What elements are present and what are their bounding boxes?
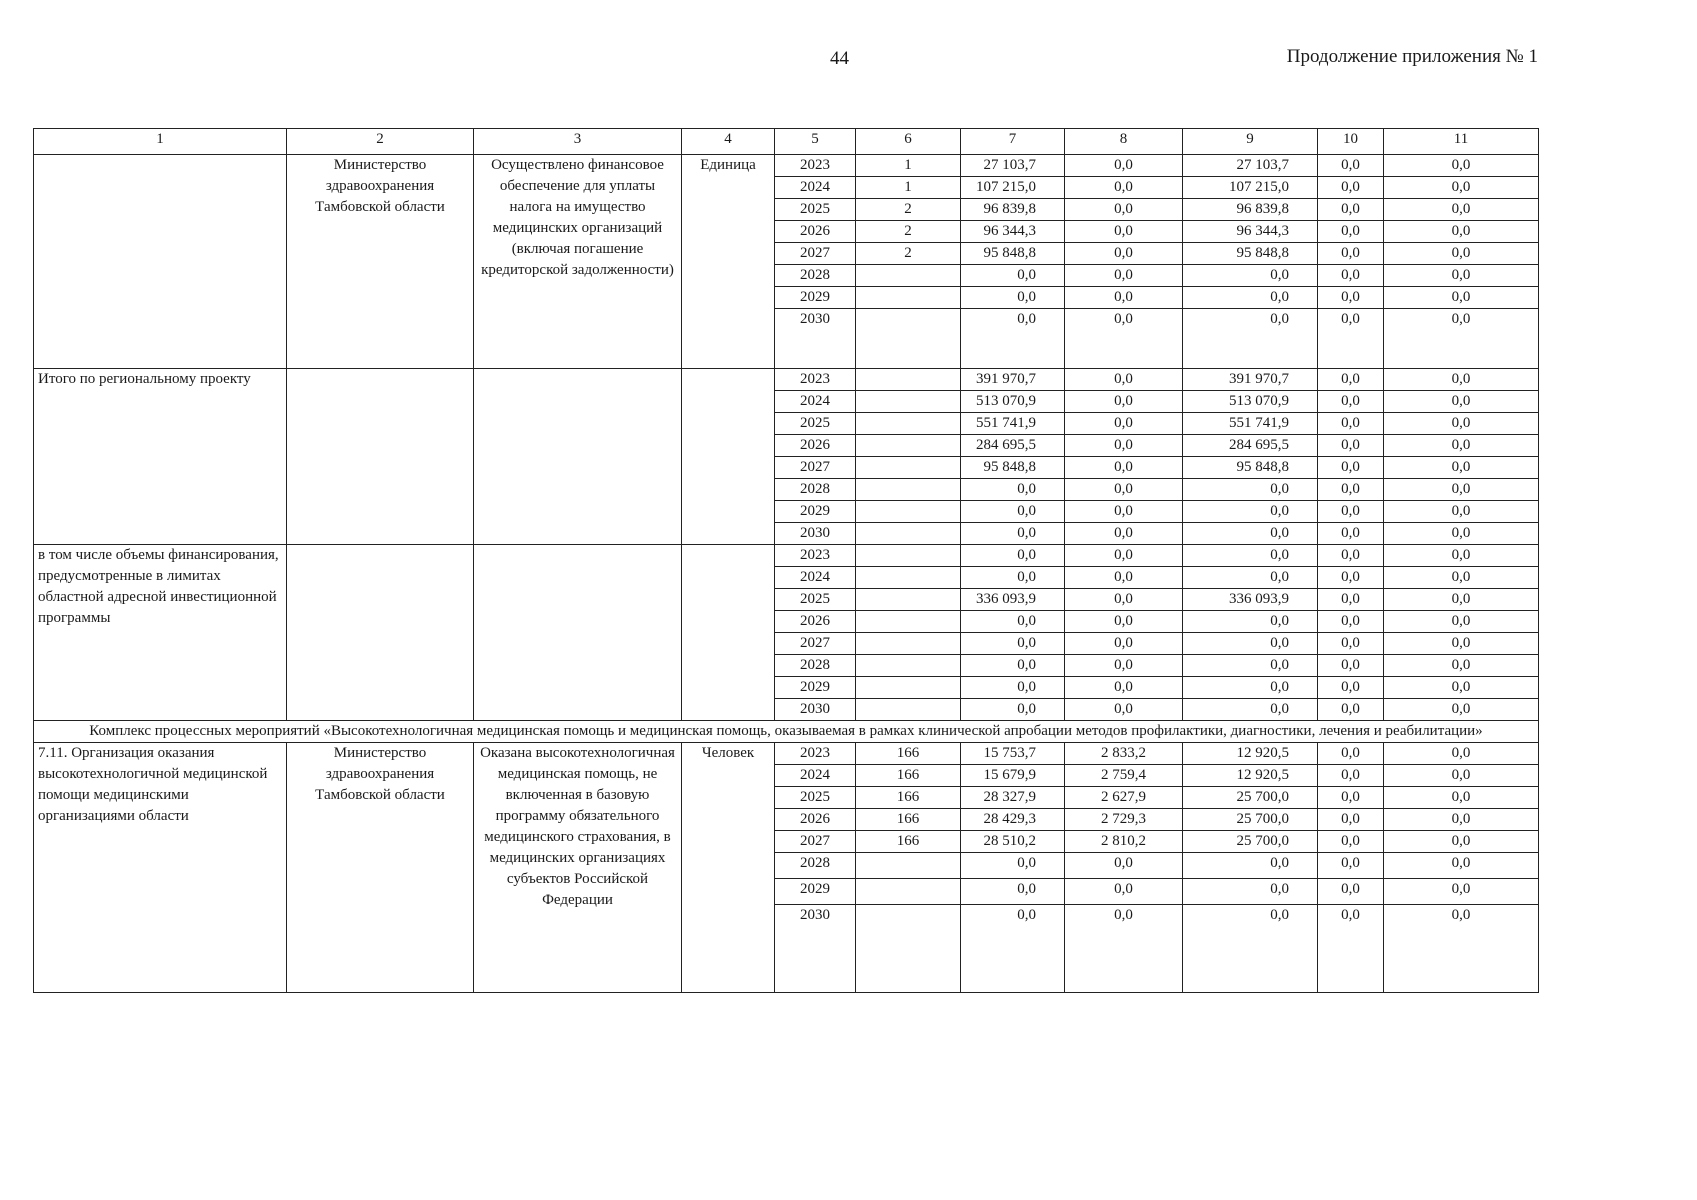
column-number: 5 <box>775 129 856 155</box>
year-cell: 2024 <box>775 567 856 589</box>
row-label: 7.11. Организация оказания высокотехнологичной медицинской помощи медицинскими организациями области <box>34 743 287 993</box>
year-cell: 2024 <box>775 765 856 787</box>
column-number: 1 <box>34 129 287 155</box>
local-budget: 0,0 <box>1318 831 1384 853</box>
year-cell: 2025 <box>775 589 856 611</box>
local-budget: 0,0 <box>1318 809 1384 831</box>
extra-budgetary: 0,0 <box>1384 879 1539 905</box>
federal-budget: 2 729,3 <box>1065 809 1183 831</box>
local-budget: 0,0 <box>1318 589 1384 611</box>
total-amount: 0,0 <box>961 479 1065 501</box>
year-cell: 2026 <box>775 221 856 243</box>
extra-budgetary: 0,0 <box>1384 677 1539 699</box>
regional-budget: 0,0 <box>1183 309 1318 369</box>
total-amount: 0,0 <box>961 655 1065 677</box>
total-amount: 27 103,7 <box>961 155 1065 177</box>
federal-budget: 0,0 <box>1065 243 1183 265</box>
extra-budgetary: 0,0 <box>1384 457 1539 479</box>
regional-budget: 0,0 <box>1183 853 1318 879</box>
result-description <box>474 545 682 721</box>
federal-budget: 2 627,9 <box>1065 787 1183 809</box>
year-cell: 2025 <box>775 787 856 809</box>
total-amount: 336 093,9 <box>961 589 1065 611</box>
total-amount: 96 839,8 <box>961 199 1065 221</box>
local-budget: 0,0 <box>1318 765 1384 787</box>
column-number: 3 <box>474 129 682 155</box>
regional-budget: 0,0 <box>1183 699 1318 721</box>
local-budget: 0,0 <box>1318 853 1384 879</box>
extra-budgetary: 0,0 <box>1384 243 1539 265</box>
regional-budget: 0,0 <box>1183 611 1318 633</box>
regional-budget: 107 215,0 <box>1183 177 1318 199</box>
local-budget: 0,0 <box>1318 369 1384 391</box>
year-cell: 2029 <box>775 677 856 699</box>
indicator-value <box>856 677 961 699</box>
federal-budget: 0,0 <box>1065 287 1183 309</box>
financing-table <box>33 128 1539 993</box>
indicator-value <box>856 853 961 879</box>
year-cell: 2029 <box>775 287 856 309</box>
extra-budgetary: 0,0 <box>1384 853 1539 879</box>
indicator-value <box>856 287 961 309</box>
local-budget: 0,0 <box>1318 391 1384 413</box>
responsible-executor <box>287 369 474 545</box>
column-number: 4 <box>682 129 775 155</box>
block-regional-total <box>34 369 1539 545</box>
regional-budget: 0,0 <box>1183 287 1318 309</box>
indicator-value <box>856 589 961 611</box>
extra-budgetary: 0,0 <box>1384 369 1539 391</box>
regional-budget: 0,0 <box>1183 677 1318 699</box>
row-label: в том числе объемы финансирования, предусмотренные в лимитах областной адресной инвестиционной программы <box>34 545 287 721</box>
indicator-value <box>856 879 961 905</box>
year-cell: 2030 <box>775 309 856 369</box>
indicator-value: 2 <box>856 199 961 221</box>
year-cell: 2030 <box>775 699 856 721</box>
local-budget: 0,0 <box>1318 545 1384 567</box>
federal-budget: 0,0 <box>1065 655 1183 677</box>
federal-budget: 0,0 <box>1065 265 1183 287</box>
extra-budgetary: 0,0 <box>1384 655 1539 677</box>
year-cell: 2029 <box>775 501 856 523</box>
federal-budget: 0,0 <box>1065 435 1183 457</box>
year-cell: 2023 <box>775 155 856 177</box>
federal-budget: 0,0 <box>1065 545 1183 567</box>
federal-budget: 0,0 <box>1065 177 1183 199</box>
year-cell: 2030 <box>775 905 856 993</box>
total-amount: 513 070,9 <box>961 391 1065 413</box>
column-number: 9 <box>1183 129 1318 155</box>
local-budget: 0,0 <box>1318 243 1384 265</box>
regional-budget: 96 344,3 <box>1183 221 1318 243</box>
regional-budget: 25 700,0 <box>1183 831 1318 853</box>
local-budget: 0,0 <box>1318 221 1384 243</box>
federal-budget: 0,0 <box>1065 479 1183 501</box>
local-budget: 0,0 <box>1318 265 1384 287</box>
indicator-value: 166 <box>856 765 961 787</box>
table-row <box>34 545 1539 567</box>
local-budget: 0,0 <box>1318 699 1384 721</box>
total-amount: 0,0 <box>961 699 1065 721</box>
column-number: 7 <box>961 129 1065 155</box>
extra-budgetary: 0,0 <box>1384 391 1539 413</box>
responsible-executor: Министерство здравоохранения Тамбовской области <box>287 155 474 369</box>
responsible-executor: Министерство здравоохранения Тамбовской области <box>287 743 474 993</box>
regional-budget: 0,0 <box>1183 905 1318 993</box>
local-budget: 0,0 <box>1318 457 1384 479</box>
regional-budget: 12 920,5 <box>1183 765 1318 787</box>
extra-budgetary: 0,0 <box>1384 831 1539 853</box>
total-amount: 15 753,7 <box>961 743 1065 765</box>
total-amount: 0,0 <box>961 265 1065 287</box>
column-number: 6 <box>856 129 961 155</box>
federal-budget: 0,0 <box>1065 221 1183 243</box>
year-cell: 2028 <box>775 265 856 287</box>
row-label: Итого по региональному проекту <box>34 369 287 545</box>
federal-budget: 0,0 <box>1065 199 1183 221</box>
federal-budget: 0,0 <box>1065 413 1183 435</box>
total-amount: 28 327,9 <box>961 787 1065 809</box>
total-amount: 551 741,9 <box>961 413 1065 435</box>
indicator-value <box>856 369 961 391</box>
extra-budgetary: 0,0 <box>1384 199 1539 221</box>
year-cell: 2025 <box>775 199 856 221</box>
indicator-value <box>856 479 961 501</box>
indicator-value <box>856 545 961 567</box>
extra-budgetary: 0,0 <box>1384 523 1539 545</box>
federal-budget: 0,0 <box>1065 523 1183 545</box>
table-row <box>34 155 1539 177</box>
regional-budget: 0,0 <box>1183 567 1318 589</box>
section-title: Комплекс процессных мероприятий «Высокотехнологичная медицинская помощь и медицинская помощь, оказываемая в рамках клинической апробации методов профилактики, диагностики, лечения и реабилитации» <box>34 721 1539 743</box>
extra-budgetary: 0,0 <box>1384 287 1539 309</box>
local-budget: 0,0 <box>1318 155 1384 177</box>
local-budget: 0,0 <box>1318 743 1384 765</box>
extra-budgetary: 0,0 <box>1384 265 1539 287</box>
extra-budgetary: 0,0 <box>1384 633 1539 655</box>
total-amount: 28 510,2 <box>961 831 1065 853</box>
total-amount: 107 215,0 <box>961 177 1065 199</box>
regional-budget: 551 741,9 <box>1183 413 1318 435</box>
indicator-value <box>856 435 961 457</box>
federal-budget: 2 833,2 <box>1065 743 1183 765</box>
total-amount: 0,0 <box>961 567 1065 589</box>
extra-budgetary: 0,0 <box>1384 905 1539 993</box>
federal-budget: 0,0 <box>1065 155 1183 177</box>
federal-budget: 0,0 <box>1065 611 1183 633</box>
indicator-value <box>856 265 961 287</box>
regional-budget: 95 848,8 <box>1183 457 1318 479</box>
extra-budgetary: 0,0 <box>1384 545 1539 567</box>
federal-budget: 0,0 <box>1065 853 1183 879</box>
federal-budget: 0,0 <box>1065 905 1183 993</box>
unit-of-measure: Человек <box>682 743 775 993</box>
total-amount: 391 970,7 <box>961 369 1065 391</box>
local-budget: 0,0 <box>1318 287 1384 309</box>
extra-budgetary: 0,0 <box>1384 589 1539 611</box>
extra-budgetary: 0,0 <box>1384 413 1539 435</box>
indicator-value <box>856 655 961 677</box>
year-cell: 2028 <box>775 655 856 677</box>
extra-budgetary: 0,0 <box>1384 809 1539 831</box>
indicator-value <box>856 567 961 589</box>
year-cell: 2030 <box>775 523 856 545</box>
table-row <box>34 743 1539 765</box>
local-budget: 0,0 <box>1318 567 1384 589</box>
unit-of-measure <box>682 369 775 545</box>
section-title-row <box>34 721 1539 743</box>
unit-of-measure <box>682 545 775 721</box>
year-cell: 2026 <box>775 611 856 633</box>
responsible-executor <box>287 545 474 721</box>
total-amount: 28 429,3 <box>961 809 1065 831</box>
regional-budget: 12 920,5 <box>1183 743 1318 765</box>
column-number: 10 <box>1318 129 1384 155</box>
year-cell: 2023 <box>775 545 856 567</box>
indicator-value <box>856 457 961 479</box>
row-label <box>34 155 287 369</box>
federal-budget: 0,0 <box>1065 633 1183 655</box>
total-amount: 0,0 <box>961 287 1065 309</box>
indicator-value: 166 <box>856 831 961 853</box>
total-amount: 95 848,8 <box>961 243 1065 265</box>
year-cell: 2026 <box>775 809 856 831</box>
year-cell: 2027 <box>775 243 856 265</box>
total-amount: 0,0 <box>961 633 1065 655</box>
year-cell: 2027 <box>775 633 856 655</box>
local-budget: 0,0 <box>1318 787 1384 809</box>
extra-budgetary: 0,0 <box>1384 479 1539 501</box>
block-investment-limits <box>34 545 1539 721</box>
year-cell: 2024 <box>775 391 856 413</box>
indicator-value <box>856 501 961 523</box>
block-high-tech-care <box>34 743 1539 993</box>
extra-budgetary: 0,0 <box>1384 567 1539 589</box>
extra-budgetary: 0,0 <box>1384 435 1539 457</box>
federal-budget: 0,0 <box>1065 699 1183 721</box>
total-amount: 0,0 <box>961 611 1065 633</box>
regional-budget: 0,0 <box>1183 545 1318 567</box>
total-amount: 0,0 <box>961 853 1065 879</box>
year-cell: 2023 <box>775 369 856 391</box>
indicator-value <box>856 611 961 633</box>
indicator-value: 1 <box>856 177 961 199</box>
federal-budget: 0,0 <box>1065 457 1183 479</box>
indicator-value <box>856 309 961 369</box>
column-number: 11 <box>1384 129 1539 155</box>
local-budget: 0,0 <box>1318 177 1384 199</box>
total-amount: 95 848,8 <box>961 457 1065 479</box>
indicator-value <box>856 699 961 721</box>
result-description <box>474 369 682 545</box>
regional-budget: 336 093,9 <box>1183 589 1318 611</box>
local-budget: 0,0 <box>1318 633 1384 655</box>
regional-budget: 0,0 <box>1183 479 1318 501</box>
indicator-value <box>856 391 961 413</box>
local-budget: 0,0 <box>1318 905 1384 993</box>
regional-budget: 0,0 <box>1183 655 1318 677</box>
column-number: 2 <box>287 129 474 155</box>
extra-budgetary: 0,0 <box>1384 743 1539 765</box>
local-budget: 0,0 <box>1318 677 1384 699</box>
extra-budgetary: 0,0 <box>1384 699 1539 721</box>
federal-budget: 2 759,4 <box>1065 765 1183 787</box>
regional-budget: 284 695,5 <box>1183 435 1318 457</box>
federal-budget: 0,0 <box>1065 391 1183 413</box>
federal-budget: 2 810,2 <box>1065 831 1183 853</box>
local-budget: 0,0 <box>1318 611 1384 633</box>
year-cell: 2024 <box>775 177 856 199</box>
indicator-value: 166 <box>856 809 961 831</box>
federal-budget: 0,0 <box>1065 879 1183 905</box>
extra-budgetary: 0,0 <box>1384 221 1539 243</box>
total-amount: 0,0 <box>961 501 1065 523</box>
total-amount: 0,0 <box>961 545 1065 567</box>
federal-budget: 0,0 <box>1065 501 1183 523</box>
total-amount: 0,0 <box>961 523 1065 545</box>
total-amount: 284 695,5 <box>961 435 1065 457</box>
regional-budget: 0,0 <box>1183 265 1318 287</box>
indicator-value: 2 <box>856 243 961 265</box>
indicator-value: 166 <box>856 787 961 809</box>
regional-budget: 95 848,8 <box>1183 243 1318 265</box>
indicator-value <box>856 905 961 993</box>
local-budget: 0,0 <box>1318 523 1384 545</box>
total-amount: 0,0 <box>961 309 1065 369</box>
year-cell: 2029 <box>775 879 856 905</box>
indicator-value <box>856 523 961 545</box>
federal-budget: 0,0 <box>1065 309 1183 369</box>
result-description: Оказана высокотехнологичная медицинская помощь, не включенная в базовую программу обязательного медицинского страхования, в медицинских организациях субъектов Российской Федерации <box>474 743 682 993</box>
extra-budgetary: 0,0 <box>1384 309 1539 369</box>
regional-budget: 391 970,7 <box>1183 369 1318 391</box>
regional-budget: 0,0 <box>1183 523 1318 545</box>
local-budget: 0,0 <box>1318 879 1384 905</box>
unit-of-measure: Единица <box>682 155 775 369</box>
local-budget: 0,0 <box>1318 501 1384 523</box>
total-amount: 0,0 <box>961 879 1065 905</box>
federal-budget: 0,0 <box>1065 567 1183 589</box>
regional-budget: 27 103,7 <box>1183 155 1318 177</box>
page-number: 44 <box>830 48 849 69</box>
extra-budgetary: 0,0 <box>1384 501 1539 523</box>
year-cell: 2028 <box>775 853 856 879</box>
federal-budget: 0,0 <box>1065 677 1183 699</box>
local-budget: 0,0 <box>1318 435 1384 457</box>
year-cell: 2028 <box>775 479 856 501</box>
total-amount: 96 344,3 <box>961 221 1065 243</box>
block-property-tax <box>34 155 1539 369</box>
local-budget: 0,0 <box>1318 309 1384 369</box>
column-number-row <box>34 129 1539 155</box>
total-amount: 0,0 <box>961 905 1065 993</box>
result-description: Осуществлено финансовое обеспечение для уплаты налога на имущество медицинских организаций (включая погашение кредиторской задолженности) <box>474 155 682 369</box>
indicator-value: 166 <box>856 743 961 765</box>
local-budget: 0,0 <box>1318 413 1384 435</box>
year-cell: 2023 <box>775 743 856 765</box>
extra-budgetary: 0,0 <box>1384 155 1539 177</box>
local-budget: 0,0 <box>1318 199 1384 221</box>
year-cell: 2026 <box>775 435 856 457</box>
extra-budgetary: 0,0 <box>1384 765 1539 787</box>
year-cell: 2025 <box>775 413 856 435</box>
indicator-value <box>856 413 961 435</box>
regional-budget: 25 700,0 <box>1183 787 1318 809</box>
regional-budget: 25 700,0 <box>1183 809 1318 831</box>
regional-budget: 96 839,8 <box>1183 199 1318 221</box>
indicator-value <box>856 633 961 655</box>
extra-budgetary: 0,0 <box>1384 177 1539 199</box>
indicator-value: 1 <box>856 155 961 177</box>
extra-budgetary: 0,0 <box>1384 787 1539 809</box>
extra-budgetary: 0,0 <box>1384 611 1539 633</box>
regional-budget: 0,0 <box>1183 633 1318 655</box>
total-amount: 0,0 <box>961 677 1065 699</box>
year-cell: 2027 <box>775 457 856 479</box>
appendix-note: Продолжение приложения № 1 <box>1286 46 1538 67</box>
total-amount: 15 679,9 <box>961 765 1065 787</box>
regional-budget: 0,0 <box>1183 879 1318 905</box>
table-row <box>34 369 1539 391</box>
column-number: 8 <box>1065 129 1183 155</box>
local-budget: 0,0 <box>1318 655 1384 677</box>
federal-budget: 0,0 <box>1065 369 1183 391</box>
federal-budget: 0,0 <box>1065 589 1183 611</box>
year-cell: 2027 <box>775 831 856 853</box>
regional-budget: 0,0 <box>1183 501 1318 523</box>
local-budget: 0,0 <box>1318 479 1384 501</box>
regional-budget: 513 070,9 <box>1183 391 1318 413</box>
indicator-value: 2 <box>856 221 961 243</box>
